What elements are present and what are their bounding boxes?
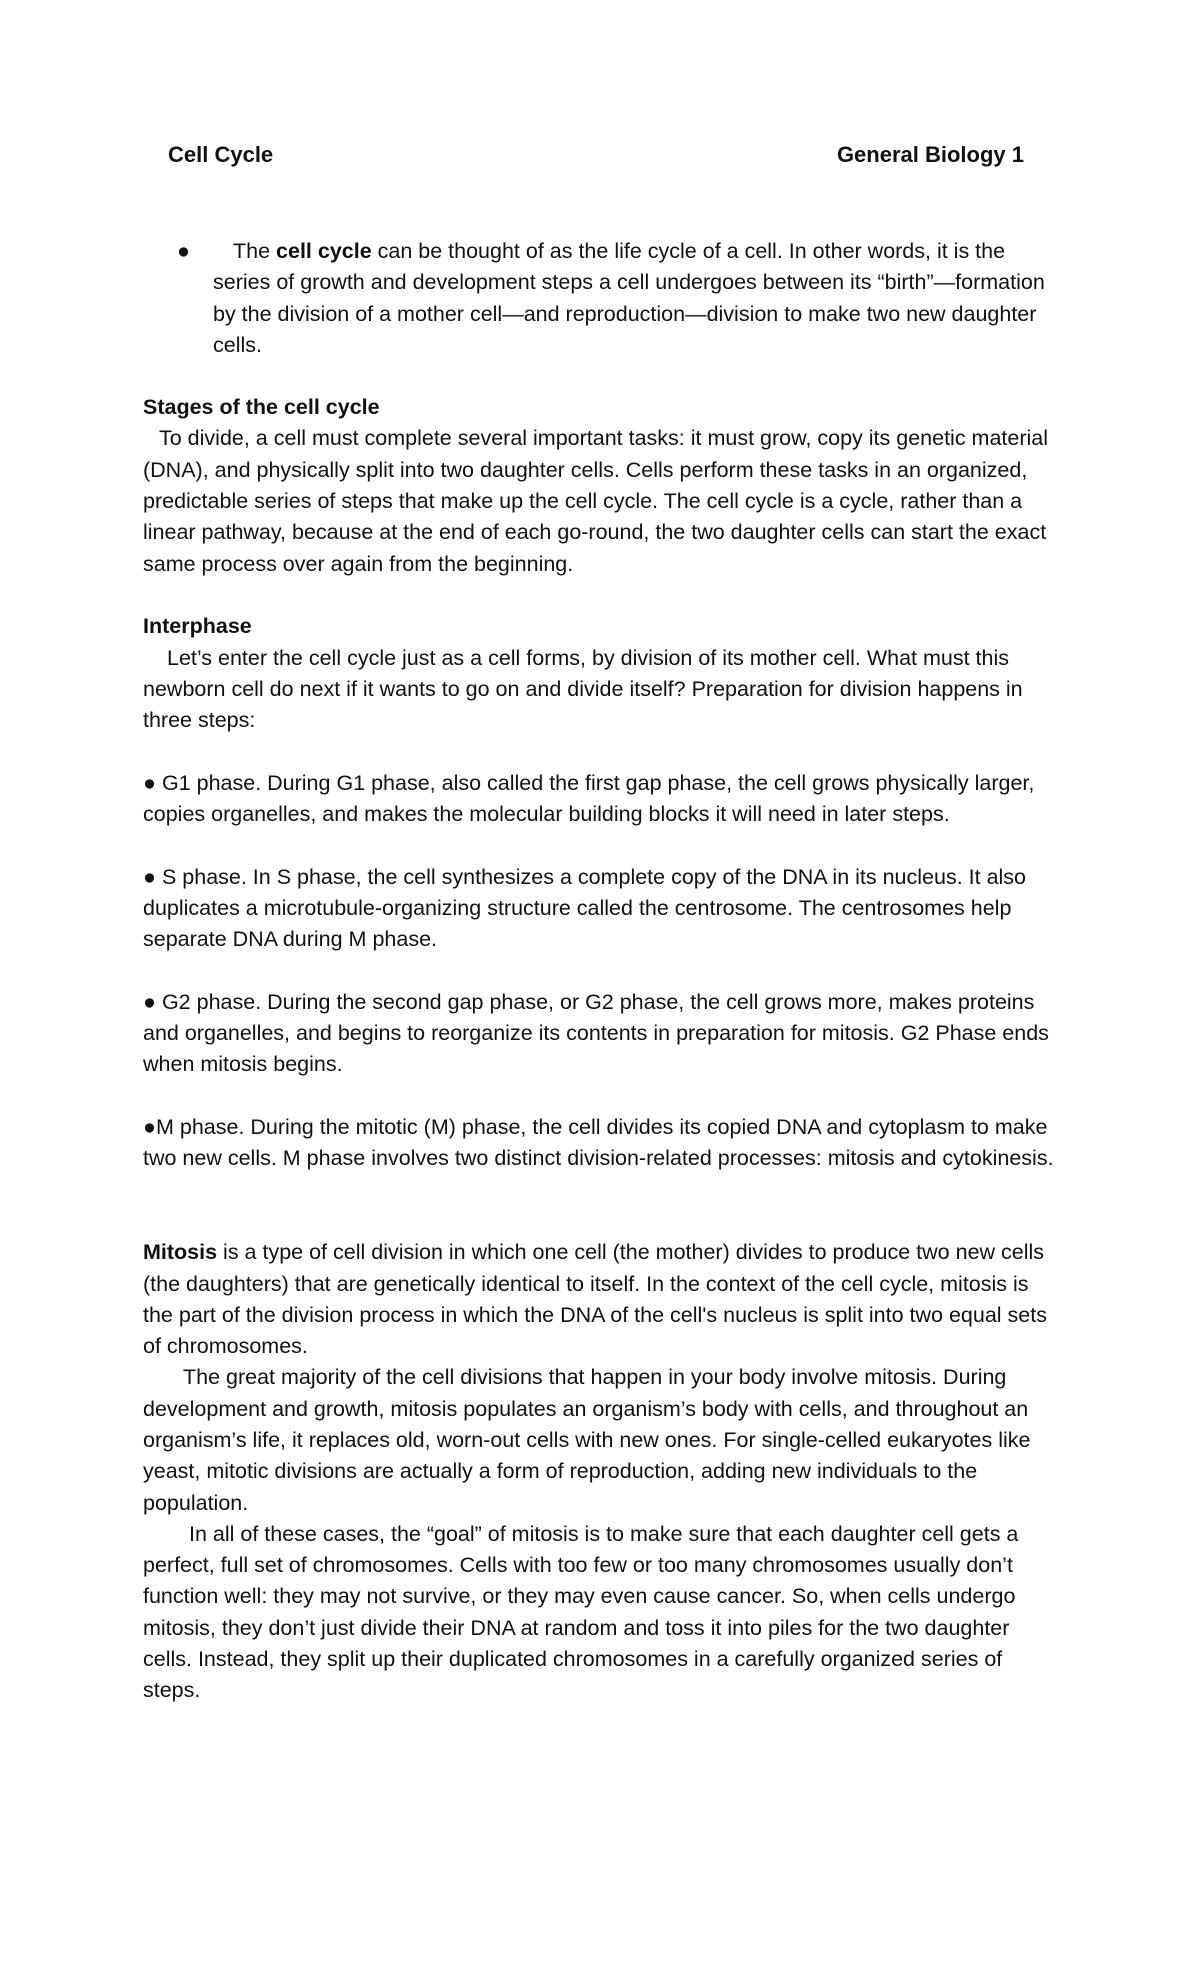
- intro-pre: The: [233, 239, 277, 263]
- g2-phase-item: ● G2 phase. During the second gap phase, or G2 phase, the cell grows more, makes proteins and organelles, and begins to reorganize its contents in preparation for mitosis. G2 Phase ends when mitosis begins.: [143, 989, 1049, 1077]
- stages-heading: Stages of the cell cycle: [143, 395, 380, 420]
- document-body: [143, 236, 1063, 1707]
- spacer: [143, 580, 1063, 611]
- interphase-paragraph: Let’s enter the cell cycle just as a cell forms, by division of its mother cell. What must this newborn cell do next if it wants to go on and divide itself? Preparation for division happens in three steps:: [143, 645, 1023, 733]
- spacer: [143, 830, 1063, 861]
- g1-phase-item: ● G1 phase. During G1 phase, also called the first gap phase, the cell grows physically larger, copies organelles, and makes the molecular building blocks it will need in later steps.: [143, 770, 1035, 827]
- bullet-icon: ●: [177, 239, 190, 263]
- intro-bullet-item: [143, 236, 1063, 361]
- header-title: Cell Cycle: [168, 142, 274, 167]
- m-phase-item: ●M phase. During the mitotic (M) phase, the cell divides its copied DNA and cytoplasm to make two new cells. M phase involves two distinct division-related processes: mitosis and cytokinesis.: [143, 1115, 1054, 1171]
- mitosis-paragraph-2: The great majority of the cell divisions that happen in your body involve mitosis. During development and growth, mitosis populates an organism’s body with cells, and throughout an organism’s life, it replaces old, worn-out cells with new ones. For single-celled eukaryotes like yeast, mitotic divisions are actually a form of reproduction, adding new individuals to the population.: [143, 1365, 1031, 1515]
- intro-post: can be thought of as the life cycle of a cell. In other words, it is the series of growth and development steps a cell undergoes between its “birth”—formation by the division of a mother cell—and reproduction—division to make two new daughter cells.: [213, 239, 1045, 357]
- spacer: [143, 1081, 1063, 1112]
- s-phase-item: ● S phase. In S phase, the cell synthesizes a complete copy of the DNA in its nucleus. It also duplicates a microtubule-organizing structure called the centrosome. The centrosomes help separate DNA during M phase.: [143, 864, 1027, 952]
- header-course: General Biology 1: [836, 142, 1024, 167]
- intro-paragraph: [213, 236, 1063, 361]
- intro-bold-term: cell cycle: [276, 239, 372, 263]
- mitosis-paragraph-3: In all of these cases, the “goal” of mitosis is to make sure that each daughter cell gets a perfect, full set of chromosomes. Cells with too few or too many chromosomes usually don’t function well: they may not survive, or they may even cause cancer. So, when cells undergo mitosis, they don’t just divide their DNA at random and toss it into piles for the two daughter cells. Instead, they split up their duplicated chromosomes in a carefully organized series of steps.: [143, 1521, 1019, 1703]
- spacer: [143, 956, 1063, 987]
- mitosis-p1-rest: is a type of cell division in which one cell (the mother) divides to produce two new cells (the daughters) that are genetically identical to itself. In the context of the cell cycle, mitosis is the part of the division process in which the DNA of the cell's nucleus is split into two equal sets of chromosomes.: [143, 1240, 1047, 1359]
- interphase-heading: Interphase: [143, 614, 252, 639]
- mitosis-bold-term: Mitosis: [143, 1240, 218, 1265]
- spacer: [143, 1175, 1063, 1238]
- stages-paragraph: To divide, a cell must complete several important tasks: it must grow, copy its genetic material (DNA), and physically split into two daughter cells. Cells perform these tasks in an organized, predictable series of steps that make up the cell cycle. The cell cycle is a cycle, rather than a linear pathway, because at the end of each go-round, the two daughter cells can start the exact same process over again from the beginning.: [143, 426, 1049, 576]
- spacer: [143, 736, 1063, 767]
- mitosis-paragraph-1: [143, 1237, 1063, 1362]
